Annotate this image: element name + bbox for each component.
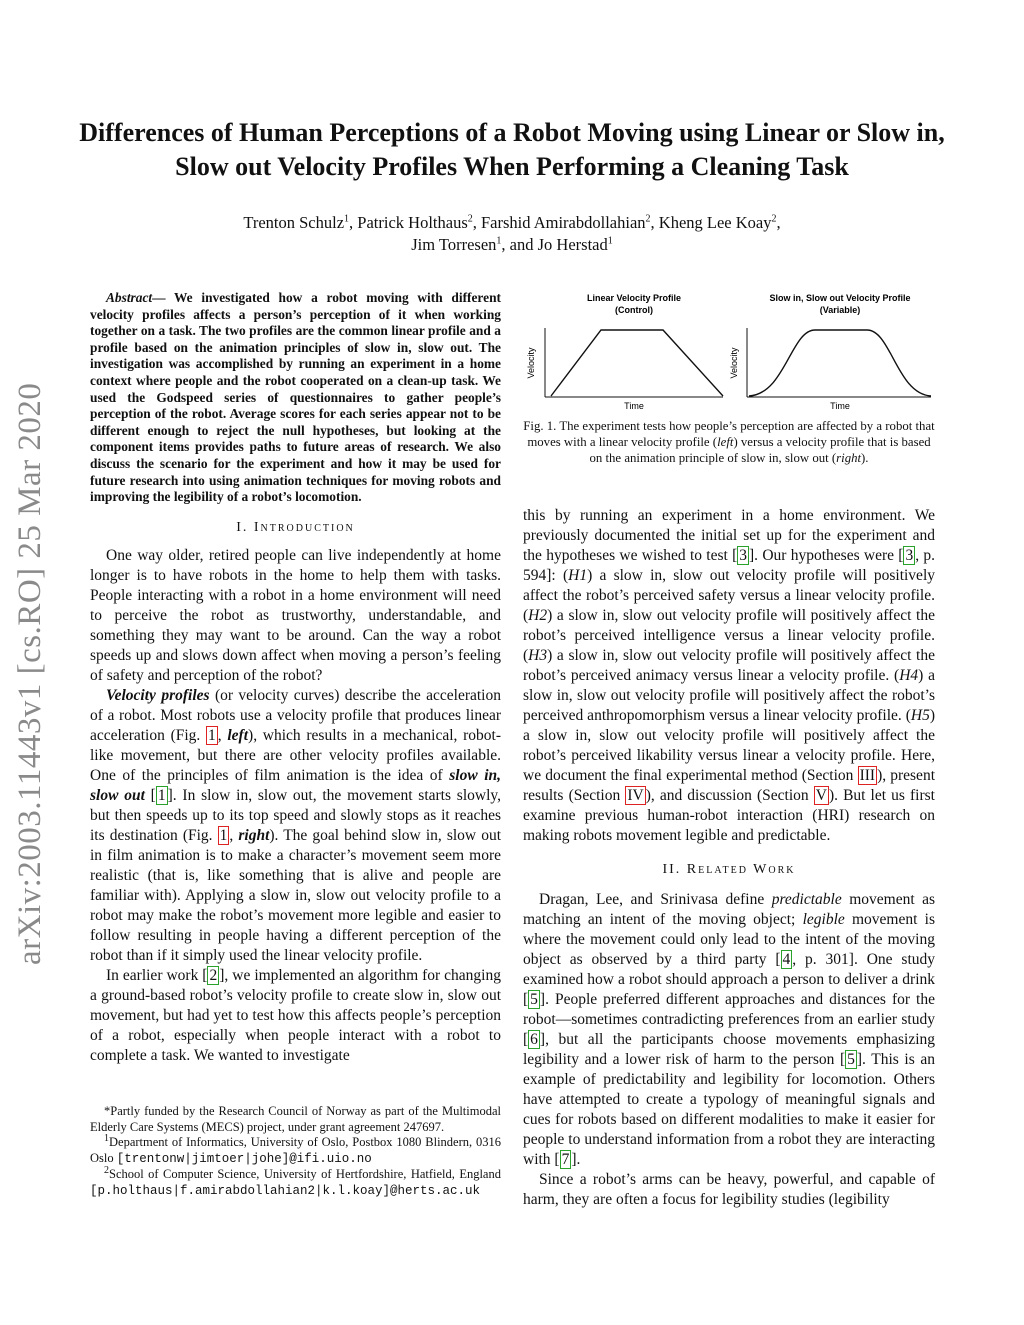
author-list: Trenton Schulz$^1$, Patrick Holthaus$^2$, Farshid Amirabdollahian$^2$, Kheng Lee Koay$^2$, Jim Torresen$^1$, and Jo Herstad$^1$: [243, 213, 781, 254]
right-y-label: Velocity: [729, 347, 739, 379]
intro-paragraph-2: Velocity profiles (or velocity curves) describe the acceleration of a robot. Most robots use a velocity profile that produces linear acceleration (Fig. 1 , left), which results in a mechanical, robot-like movement, but there are other velocity profiles available. One of the principles of film animation is the idea of slow in, slow out [ 1 ]. In slow in, slow out, the movement starts slowly, but then speeds up to its top speed and slowly stops as it reaches its destination (Fig. 1 , right). The goal behind slow in, slow out in film animation is to make a character’s movement seem more realistic (that is, like something that is alive and people are familiar with). Applying a slow in, slow out velocity profile to a robot may make the robot’s movement more legible and easier to follow resulting in people having a different perception of the robot than if it simply used the linear velocity profile.: [90, 687, 502, 965]
right-column: [523, 506, 935, 1210]
related-work-paragraph-1: Dragan, Lee, and Srinivasa define predictable movement as matching an intent of the moving object; legible movement is where the movement could only lead to the intent of the moving object as observed by a third party [ 4 , p. 301]. One study examined how a robot should approach a person to deliver a drink [ 5 ]. People preferred different approaches and distances for the robot—sometimes contradicting preferences from an earlier study [ 6 ], but all the participants choose movements emphasizing legibility and a lower risk of harm to the person [ 5 ]. This is an example of predictability and legibility for locomotion. Others have attempted to create a typology of meaningful signals and cues for robots based on different modalities to make it easier for people to understand information from a robot they are interacting with [ 7 ].: [523, 891, 936, 1168]
email-address: [trentonw|jimtoer|johe]@ifi.uio.no: [116, 1151, 372, 1166]
velocity-profile-figure: [523, 290, 935, 415]
left-panel-title: Linear Velocity Profile: [586, 293, 682, 303]
intro-paragraph-1: One way older, retired people can live independently at home longer is to have robots in the home to help them with tasks. People interacting with a robot in a home environment will need to perceive the robot as trustworthy, understandable, and something they may want to be around. Can the way a robot speeds up and slows down affect when moving a person’s feeling of safety and perception of the robot?: [90, 547, 501, 685]
right-panel-title: Slow in, Slow out Velocity Profile: [769, 293, 911, 303]
author: Jo Herstad: [537, 235, 608, 254]
intro-paragraph-3: In earlier work [ 2 ], we implemented an algorithm for changing a ground-based robot’s velocity profile to create slow in, slow out movement, but had yet to test how this affects people’s perception of a robot, especially when people interact with a robot to complete a task. We wanted to investigate: [90, 967, 501, 1065]
left-y-label: Velocity: [526, 347, 536, 379]
linear-profile-curve: [551, 330, 723, 396]
footnote-affiliation-2: $^2$School of Computer Science, University of Hertfordshire, Hatfield, England [p.holthaus|f.amirabdollahian2|k.l.koay]@herts.ac.uk: [90, 1164, 501, 1198]
related-work-paragraph-2: Since a robot’s arms can be heavy, powerful, and capable of harm, they are often a focus for legibility studies (legibility: [523, 1171, 935, 1208]
email-address: [p.holthaus|f.amirabdollahian2|k.l.koay]@herts.ac.uk: [90, 1183, 481, 1198]
section-heading-related-work: II. Related Work: [662, 862, 796, 877]
author: Kheng Lee Koay: [658, 213, 772, 232]
author: Jim Torresen: [411, 235, 497, 254]
section-ref[interactable]: V: [815, 787, 827, 804]
citation-link[interactable]: 2: [209, 967, 218, 985]
left-panel-subtitle: (Control): [615, 305, 653, 315]
figure-ref[interactable]: 1: [219, 827, 228, 845]
abstract-text: — We investigated how a robot moving with different velocity profiles affects a person’s perception of it when working together on a task. The two profiles are the common linear profile and a profile based on the animation principles of slow in, slow out. The investigation was accomplished by running an experiment in a home context where people and the robot cooperated on a clean-up task. We used the Godspeed series of questionnaires to gather people’s perception of the robot. Average scores for each series appear not to be different enough to reject the null hypotheses, but looking at the component items provides paths to future areas of research. We also discuss the scenario for the experiment and how it may be used for future research into using animation techniques for moving robots and improving the legibility of a robot’s locomotion.: [90, 290, 501, 505]
citation-link[interactable]: 1: [157, 787, 166, 805]
hypotheses-paragraph: this by running an experiment in a home environment. We previously documented the initial set up for the experiment and the hypotheses we wished to test [ 3 ]. Our hypotheses were [ 3 , p. 594]: (H1) a slow in, slow out velocity profile will positively affect the robot’s perceived safety versus a linear velocity profile. (H2) a slow in, slow out velocity profile will positively affect the robot’s perceived intelligence versus a linear velocity profile. (H3) a slow in, slow out velocity profile will positively affect the robot’s perceived animacy versus linear a velocity profile. (H4) a slow in, slow out velocity profile will positively affect the robot’s perceived anthropomorphism versus a linear velocity profile. (H5) a slow in, slow out velocity profile will positively affect the robot’s perceived likability versus linear a velocity profile. Here, we document the final experimental method (Section III ), present results (Section IV ), and discussion (Section V ). But let us first examine previous human-robot interaction (HRI) research on making robots movement legible and predictable.: [523, 507, 936, 844]
citation-link[interactable]: 3: [905, 547, 914, 564]
right-x-label: Time: [830, 401, 850, 411]
author: Patrick Holthaus: [357, 213, 468, 232]
section-ref[interactable]: IV: [627, 787, 644, 804]
citation-link[interactable]: 4: [782, 951, 791, 968]
citation-link[interactable]: 7: [561, 1151, 570, 1168]
arxiv-id: arXiv:2003.11443v1 [cs.RO] 25 Mar 2020: [12, 382, 48, 965]
abstract: [90, 290, 501, 1066]
figure-ref[interactable]: 1: [208, 727, 216, 745]
author: Trenton Schulz: [243, 213, 345, 232]
abstract-label: Abstract: [106, 290, 153, 305]
paper-title: Differences of Human Perceptions of a Robot Moving using Linear or Slow in, Slow out Velocity Profiles When Performing a Cleaning Task: [79, 118, 945, 181]
citation-link[interactable]: 6: [530, 1031, 538, 1048]
left-x-label: Time: [624, 401, 644, 411]
section-ref[interactable]: III: [859, 767, 876, 784]
citation-link[interactable]: 3: [739, 547, 748, 564]
citation-link[interactable]: 5: [530, 991, 538, 1008]
footnotes: [90, 1104, 501, 1199]
figure-caption: Fig. 1. The experiment tests how people’s perception are affected by a robot that moves with a linear velocity profile (left) versus a velocity profile that is based on the animation principle of slow in, slow out (right).: [523, 419, 935, 465]
citation-link[interactable]: 5: [847, 1051, 855, 1068]
right-panel-subtitle: (Variable): [819, 305, 861, 315]
section-heading-introduction: I. Introduction: [236, 519, 355, 535]
footnote-affiliation-1: $^1$Department of Informatics, University of Oslo, Postbox 1080 Blindern, 0316 Oslo [trentonw|jimtoer|johe]@ifi.uio.no: [90, 1132, 501, 1166]
footnote-funding: *Partly funded by the Research Council of Norway as part of the Multimodal Elderly Care Systems (MECS) project, under grant agreement 247697.: [90, 1104, 501, 1134]
author: Farshid Amirabdollahian: [481, 213, 646, 232]
slow-in-slow-out-curve: [749, 330, 931, 396]
